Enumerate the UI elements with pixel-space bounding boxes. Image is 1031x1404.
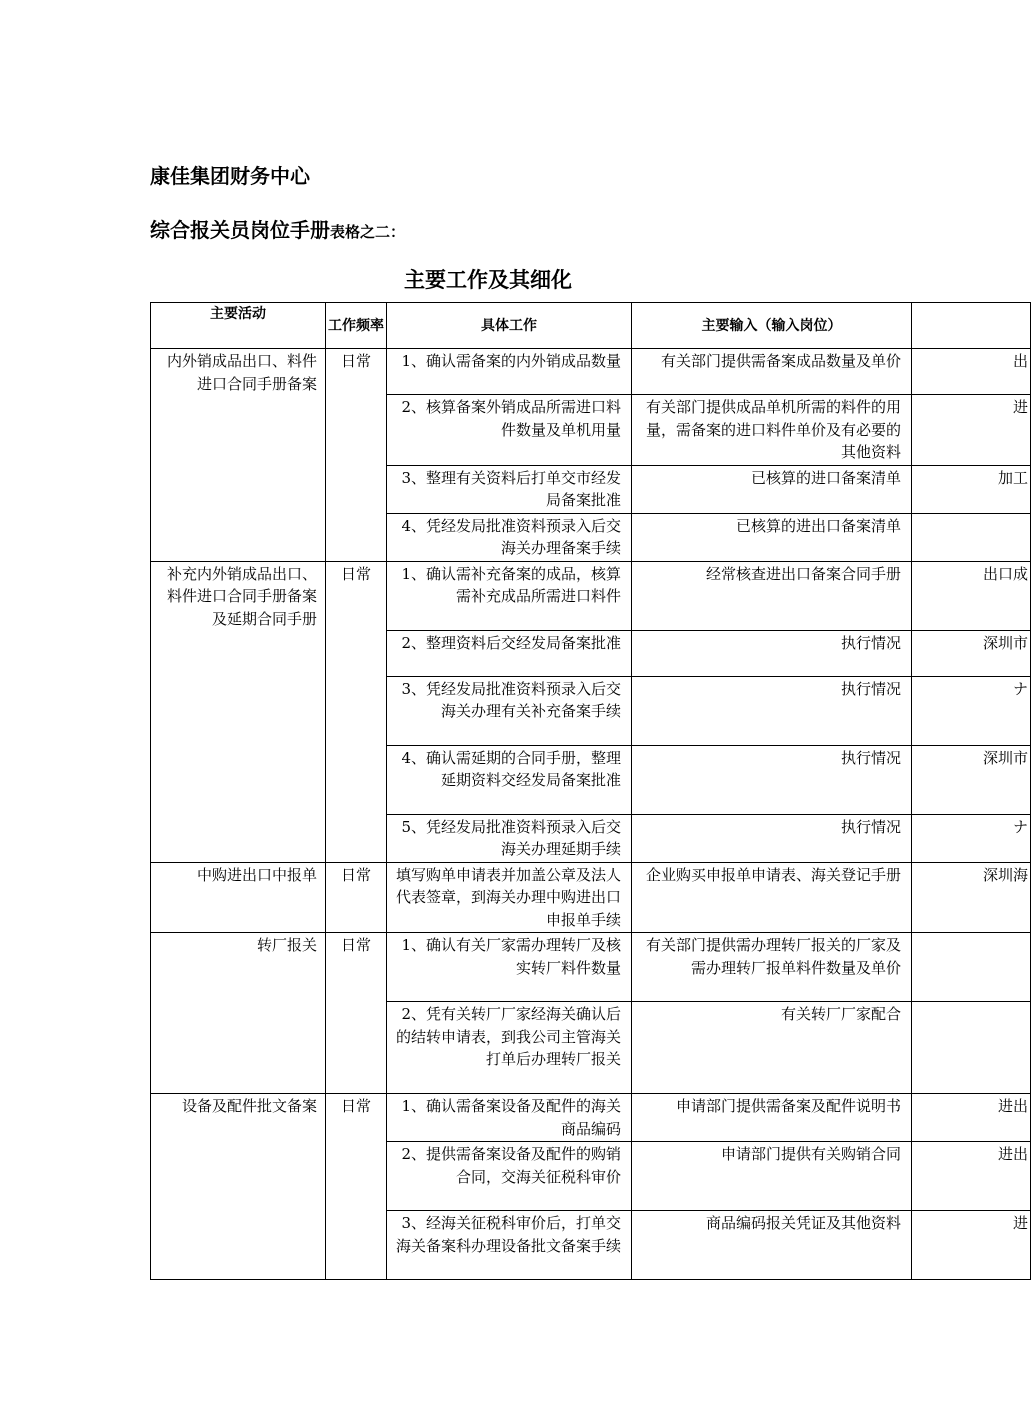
output-cell: 进出 [912, 1094, 1031, 1142]
task-cell: 4、凭经发局批准资料预录入后交海关办理备案手续 [387, 513, 632, 561]
task-cell: 1、确认需补充备案的成品，核算需补充成品所需进口料件 [387, 561, 632, 630]
task-cell: 1、确认需备案设备及配件的海关商品编码 [387, 1094, 632, 1142]
work-table-container [150, 302, 1028, 1280]
table-subtitle: 主要工作及其细化 [404, 267, 572, 292]
activity-cell: 中购进出口中报单 [151, 862, 326, 933]
output-cell: ナ [912, 676, 1031, 745]
task-cell: 2、凭有关转厂厂家经海关确认后的结转申请表，到我公司主管海关打单后办理转厂报关 [387, 1002, 632, 1094]
activity-cell: 内外销成品出口、料件进口合同手册备案 [151, 349, 326, 562]
output-cell: ナ [912, 814, 1031, 862]
manual-title [150, 214, 405, 243]
output-cell: 出 [912, 349, 1031, 395]
header-activity: 主要活动 [151, 303, 326, 349]
output-cell: 进 [912, 395, 1031, 466]
task-cell: 1、确认有关厂家需办理转厂及核实转厂料件数量 [387, 933, 632, 1002]
table-row [151, 862, 1031, 933]
input-cell: 企业购买申报单申请表、海关登记手册 [632, 862, 912, 933]
output-cell: 深圳市 [912, 745, 1031, 814]
table-row [151, 1094, 1031, 1142]
activity-cell: 设备及配件批文备案 [151, 1094, 326, 1280]
task-cell: 3、经海关征税科审价后，打单交海关备案科办理设备批文备案手续 [387, 1211, 632, 1280]
output-cell: 深圳海 [912, 862, 1031, 933]
task-cell: 3、整理有关资料后打单交市经发局备案批准 [387, 465, 632, 513]
input-cell: 有关部门提供需备案成品数量及单价 [632, 349, 912, 395]
output-cell: 出口成 [912, 561, 1031, 630]
header-frequency: 工作频率 [326, 303, 387, 349]
task-cell: 2、提供需备案设备及配件的购销合同，交海关征税科审价 [387, 1142, 632, 1211]
activity-cell: 转厂报关 [151, 933, 326, 1094]
input-cell: 申请部门提供有关购销合同 [632, 1142, 912, 1211]
frequency-cell: 日常 [326, 561, 387, 862]
table-body [151, 349, 1031, 1280]
table-row [151, 349, 1031, 395]
task-cell: 3、凭经发局批准资料预录入后交海关办理有关补充备案手续 [387, 676, 632, 745]
manual-title-suffix: 表格之二： [330, 223, 406, 241]
output-cell: 进 [912, 1211, 1031, 1280]
output-cell: 进出 [912, 1142, 1031, 1211]
frequency-cell: 日常 [326, 862, 387, 933]
task-cell: 1、确认需备案的内外销成品数量 [387, 349, 632, 395]
input-cell: 执行情况 [632, 630, 912, 676]
input-cell: 有关部门提供成品单机所需的料件的用量，需备案的进口料件单价及有必要的其他资料 [632, 395, 912, 466]
output-cell [912, 513, 1031, 561]
work-table [150, 302, 1031, 1280]
input-cell: 经常核查进出口备案合同手册 [632, 561, 912, 630]
input-cell: 已核算的进口备案清单 [632, 465, 912, 513]
activity-cell: 补充内外销成品出口、料件进口合同手册备案及延期合同手册 [151, 561, 326, 862]
task-cell: 2、整理资料后交经发局备案批准 [387, 630, 632, 676]
table-row [151, 933, 1031, 1002]
input-cell: 有关部门提供需办理转厂报关的厂家及需办理转厂报单料件数量及单价 [632, 933, 912, 1002]
output-cell: 加工 [912, 465, 1031, 513]
table-row [151, 561, 1031, 630]
frequency-cell: 日常 [326, 1094, 387, 1280]
output-cell [912, 933, 1031, 1002]
header-output [912, 303, 1031, 349]
organization-title: 康佳集团财务中心 [150, 164, 310, 188]
frequency-cell: 日常 [326, 349, 387, 562]
task-cell: 4、确认需延期的合同手册，整理延期资料交经发局备案批准 [387, 745, 632, 814]
header-input: 主要输入（输入岗位） [632, 303, 912, 349]
table-header-row [151, 303, 1031, 349]
input-cell: 有关转厂厂家配合 [632, 1002, 912, 1094]
output-cell [912, 1002, 1031, 1094]
header-task: 具体工作 [387, 303, 632, 349]
task-cell: 填写购单申请表并加盖公章及法人代表签章，到海关办理中购进出口申报单手续 [387, 862, 632, 933]
input-cell: 已核算的进出口备案清单 [632, 513, 912, 561]
output-cell: 深圳市 [912, 630, 1031, 676]
frequency-cell: 日常 [326, 933, 387, 1094]
input-cell: 执行情况 [632, 814, 912, 862]
input-cell: 执行情况 [632, 745, 912, 814]
input-cell: 商品编码报关凭证及其他资料 [632, 1211, 912, 1280]
manual-title-main: 综合报关员岗位手册 [150, 218, 330, 242]
input-cell: 执行情况 [632, 676, 912, 745]
task-cell: 2、核算备案外销成品所需进口料件数量及单机用量 [387, 395, 632, 466]
task-cell: 5、凭经发局批准资料预录入后交海关办理延期手续 [387, 814, 632, 862]
input-cell: 申请部门提供需备案及配件说明书 [632, 1094, 912, 1142]
